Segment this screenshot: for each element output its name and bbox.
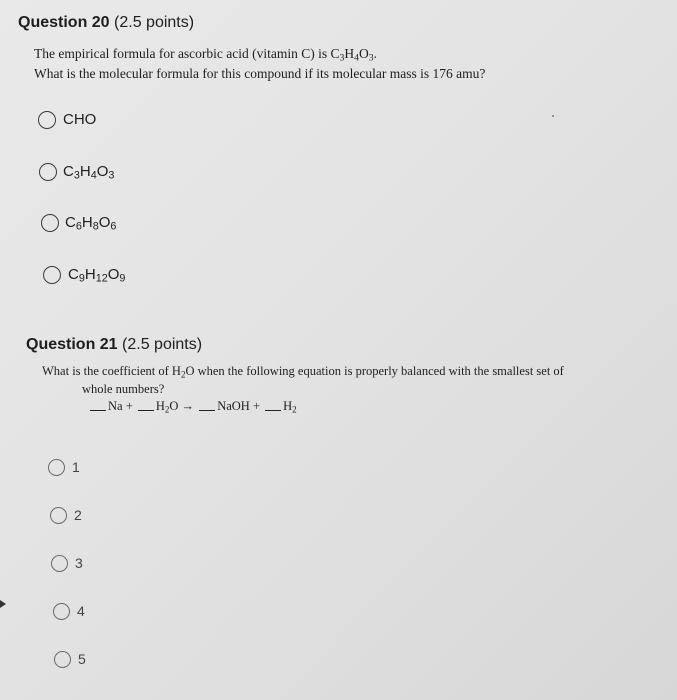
blank-line	[90, 400, 106, 411]
equation-term: H	[283, 399, 293, 413]
question-21-stem-line-1	[42, 364, 564, 379]
question-21-equation	[88, 399, 297, 414]
scroll-marker-icon	[0, 600, 6, 608]
option-label: 1	[72, 459, 80, 475]
option-label: 2	[74, 507, 82, 523]
subscript: 4	[90, 169, 97, 182]
option-label	[63, 111, 96, 128]
subscript: 9	[78, 272, 85, 285]
blank-line	[138, 400, 154, 411]
blank-line	[199, 400, 215, 411]
question-20-points: (2.5 points)	[114, 14, 195, 31]
option-label	[65, 214, 116, 231]
subscript: 3	[339, 52, 345, 64]
decorative-dot	[552, 115, 554, 117]
option-label	[63, 163, 114, 180]
formula-part: O	[98, 214, 111, 231]
question-20-stem-line-2: What is the molecular formula for this compound if its molecular mass is 176 amu?	[34, 66, 486, 81]
stem-text: The empirical formula for ascorbic acid (vitamin C) is C	[34, 46, 340, 61]
subscript: 4	[354, 52, 359, 64]
question-20-label: Question 20	[18, 14, 115, 31]
formula-part: CHO	[63, 111, 97, 128]
stem-text: H	[344, 46, 355, 61]
subscript: 2	[292, 404, 297, 415]
subscript: 2	[164, 404, 170, 415]
radio-button[interactable]	[38, 111, 56, 129]
formula-part: H	[84, 266, 96, 283]
equation-term: NaOH +	[217, 399, 260, 413]
option-label: 5	[78, 651, 86, 667]
option-label: 4	[77, 603, 85, 619]
blank-line	[265, 400, 281, 411]
formula-part: H	[81, 214, 93, 231]
radio-button[interactable]	[53, 603, 70, 620]
equation-term: Na +	[108, 399, 133, 413]
stem-text: O when the following equation is properly balanced with the smallest set of	[185, 364, 564, 378]
subscript: 9	[119, 272, 126, 285]
radio-button[interactable]	[51, 555, 68, 572]
question-21-points: (2.5 points)	[122, 336, 203, 353]
question-20-stem-line-1	[34, 46, 377, 62]
question-21-label: Question 21	[26, 336, 123, 353]
subscript: 3	[73, 169, 80, 182]
subscript: 8	[92, 220, 99, 233]
radio-button[interactable]	[48, 459, 65, 476]
radio-button[interactable]	[39, 163, 57, 181]
formula-part: C	[63, 163, 74, 180]
equation-term: H	[155, 399, 165, 413]
equation-term: O →	[169, 399, 195, 413]
subscript: 6	[75, 220, 82, 233]
radio-button[interactable]	[43, 266, 61, 284]
question-21-stem-line-2: whole numbers?	[82, 382, 165, 396]
subscript: 3	[368, 52, 374, 64]
question-21-title	[26, 336, 202, 354]
option-label: 3	[75, 555, 83, 571]
radio-button[interactable]	[54, 651, 71, 668]
subscript: 3	[108, 169, 115, 182]
stem-text: O	[359, 46, 369, 61]
question-20-title	[18, 14, 194, 32]
formula-part: C	[65, 214, 76, 231]
radio-button[interactable]	[41, 214, 59, 232]
option-label	[68, 266, 125, 283]
stem-text: What is the coefficient of H	[42, 364, 181, 378]
formula-part: H	[79, 163, 91, 180]
radio-button[interactable]	[50, 507, 67, 524]
formula-part: O	[107, 266, 120, 283]
subscript: 6	[110, 220, 117, 233]
subscript: 2	[180, 369, 186, 380]
stem-text: .	[373, 46, 377, 61]
subscript: 12	[95, 272, 108, 285]
formula-part: O	[96, 163, 109, 180]
formula-part: C	[68, 266, 79, 283]
